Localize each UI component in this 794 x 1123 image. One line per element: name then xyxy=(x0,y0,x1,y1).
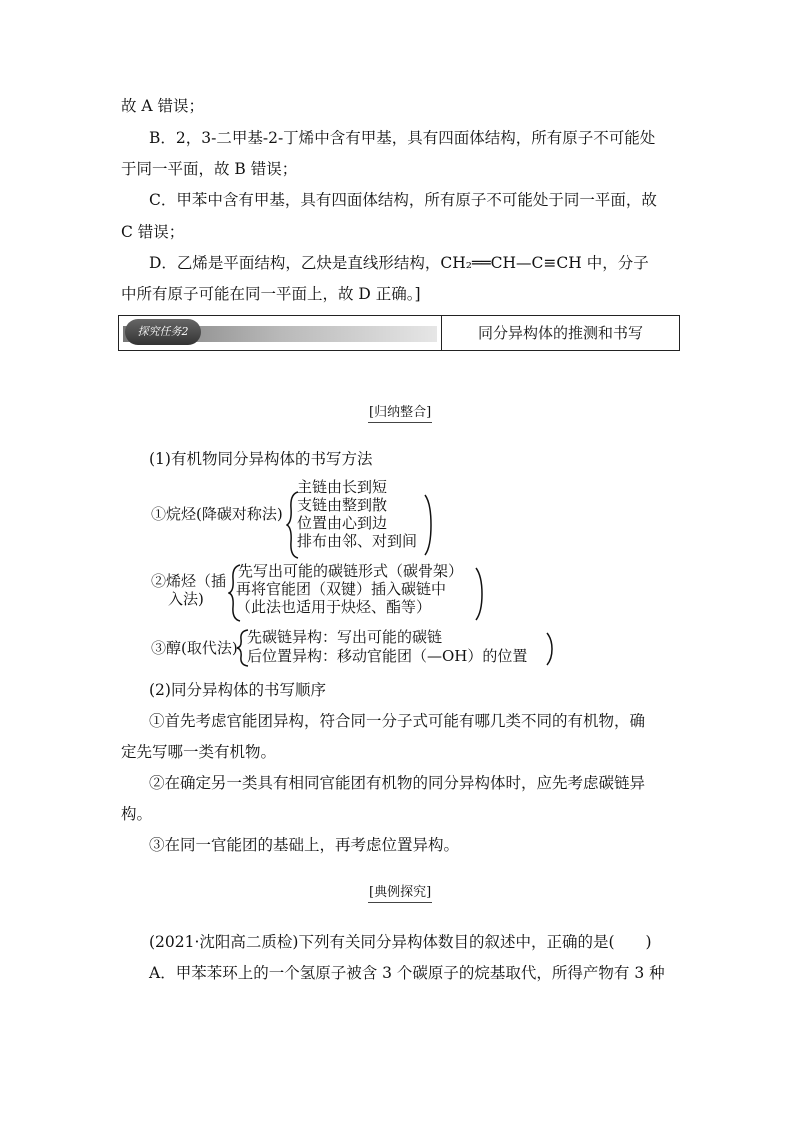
alcohol-item: 先碳链异构：写出可能的碳链 xyxy=(247,628,443,646)
order-step-2-line-2: 构。 xyxy=(121,805,153,823)
banner-decoration xyxy=(119,316,441,350)
alkane-item: 主链由长到短 xyxy=(297,478,388,496)
alkane-item: 排布由邻、对到间 xyxy=(297,532,418,550)
alkene-item: （此法也适用于炔烃、酯等） xyxy=(236,598,432,616)
example-option-a: A．甲苯苯环上的一个氢原子被含 3 个碳原子的烷基取代，所得产物有 3 种 xyxy=(149,964,665,982)
alkane-item: 位置由心到边 xyxy=(297,514,388,532)
alcohol-item: 后位置异构：移动官能团（—OH）的位置 xyxy=(247,647,528,665)
order-step-3: ③在同一官能团的基础上，再考虑位置异构。 xyxy=(149,836,460,854)
alkene-label-a: ②烯烃（插 xyxy=(151,572,227,590)
option-d-line-1: D．乙烯是平面结构，乙炔是直线形结构，CH₂══CH—C≡CH 中，分子 xyxy=(149,254,649,272)
alkene-item: 再将官能团（双键）插入碳链中 xyxy=(236,580,447,598)
alkene-right-brace xyxy=(474,566,486,622)
order-step-1-line-2: 定先写哪一类有机物。 xyxy=(121,743,277,761)
alkane-label: ①烷烃(降碳对称法) xyxy=(151,505,283,523)
option-c-line-2: C 错误； xyxy=(121,223,185,241)
alcohol-label: ③醇(取代法) xyxy=(151,639,238,657)
alkene-label-b: 入法) xyxy=(168,590,204,608)
section-label-example: [典例探究] xyxy=(368,884,432,903)
task-banner xyxy=(118,315,680,351)
example-question: (2021·沈阳高二质检)下列有关同分异构体数目的叙述中，正确的是( ) xyxy=(149,933,652,951)
order-step-2-line-1: ②在确定另一类具有相同官能团有机物的同分异构体时，应先考虑碳链异 xyxy=(149,774,646,792)
alcohol-right-brace xyxy=(545,631,555,667)
option-b-line-2: 于同一平面，故 B 错误； xyxy=(121,160,298,178)
banner-tag: 探究任务2 xyxy=(125,319,201,345)
text-line: 故 A 错误； xyxy=(121,97,205,115)
summary-heading-2: (2)同分异构体的书写顺序 xyxy=(149,681,326,699)
summary-heading-1: (1)有机物同分异构体的书写方法 xyxy=(149,450,373,468)
alkane-item: 支链由整到散 xyxy=(297,496,388,514)
section-label-summary: [归纳整合] xyxy=(368,404,432,423)
alkane-right-brace xyxy=(423,493,435,557)
option-d-line-2: 中所有原子可能在同一平面上，故 D 正确。] xyxy=(121,285,421,303)
order-step-1-line-1: ①首先考虑官能团异构，符合同一分子式可能有哪几类不同的有机物，确 xyxy=(149,712,646,730)
banner-title: 同分异构体的推测和书写 xyxy=(477,324,643,342)
option-c-line-1: C．甲苯中含有甲基，具有四面体结构，所有原子不可能处于同一平面，故 xyxy=(149,191,657,209)
option-b-line-1: B．2，3-二甲基-2-丁烯中含有甲基，具有四面体结构，所有原子不可能处 xyxy=(149,129,656,147)
alkene-item: 先写出可能的碳链形式（碳骨架） xyxy=(238,562,464,580)
